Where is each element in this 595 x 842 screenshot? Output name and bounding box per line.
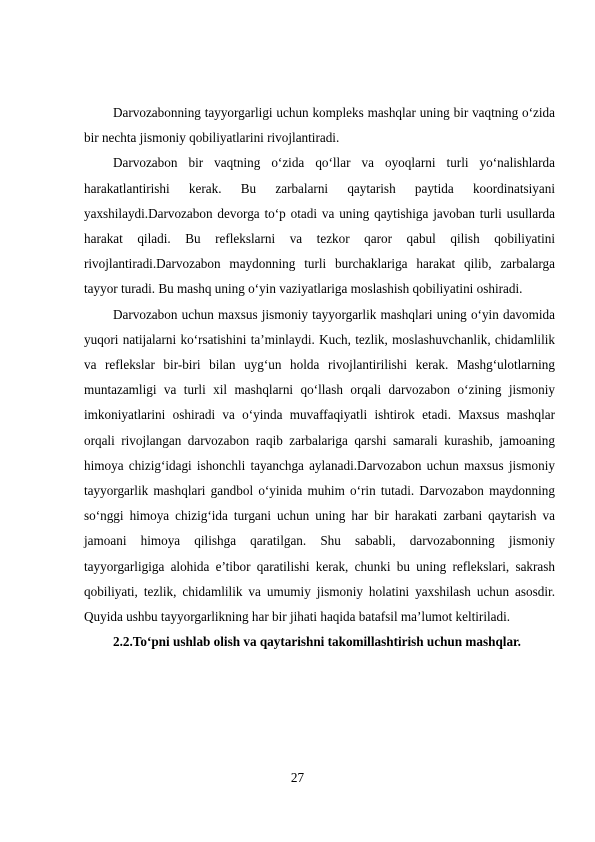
section-heading: 2.2.To‘pni ushlab olish va qaytarishni takomillashtirish uchun mashqlar. xyxy=(113,634,521,650)
page-number: 27 xyxy=(290,770,305,785)
paragraph-special-training: Darvozabon uchun maxsus jismoniy tayyorgarlik mashqlari uning o‘yin davomida yuqori natijalarni ko‘rsatishini ta’minlaydi. Kuch, tezlik, moslashuvchanlik, chidamlilik va reflekslar bir-biri bilan uyg‘un holda rivojlantirilishi kerak. Mashg‘ulotlarning muntazamligi va turli xil mashqlarni qo‘llash orqali darvozabon o‘zining jismoniy imkoniyatlarini oshiradi va o‘yinda muvaffaqiyatli ishtirok etadi. Maxsus mashqlar orqali rivojlangan darvozabon raqib zarbalariga qarshi samarali kurashib, jamoaning himoya chizig‘idagi ishonchli tayanchga aylanadi.Darvozabon uchun maxsus jismoniy tayyorgarlik mashqlari gandbol o‘yinida muhim o‘rin tutadi. Darvozabon maydonning so‘nggi himoya chizig‘ida turgani uchun uning har bir harakati zarbani qaytarish va jamoani himoya qilishga qaratilgan. Shu sababli, darvozabonning jismoniy tayyorgarligiga alohida e’tibor qaratilishi kerak, chunki bu uning reflekslari, sakrash qobiliyati, tezlik, chidamlilik va umumiy jismoniy holatini yaxshilash uchun asosdir. Quyida ushbu tayyorgarlikning har bir jihati haqida batafsil ma’lumot keltiriladi. xyxy=(84,306,555,625)
paragraph-coordination: Darvozabon bir vaqtning o‘zida qo‘llar va oyoqlarni turli yo‘nalishlarda harakatlantirishi kerak. Bu zarbalarni qaytarish paytida koordinatsiyani yaxshilaydi.Darvozabon devorga to‘p otadi va uning qaytishiga javoban turli usullarda harakat qiladi. Bu reflekslarni va tezkor qaror qabul qilish qobiliyatini rivojlantiradi.Darvozabon maydonning turli burchaklariga harakat qilib, zarbalarga tayyor turadi. Bu mashq uning o‘yin vaziyatlariga moslashish qobiliyatini oshiradi. xyxy=(84,155,555,297)
paragraph-intro: Darvozabonning tayyorgarligi uchun kompleks mashqlar uning bir vaqtning o‘zida bir nechta jismoniy qobiliyatlarini rivojlantiradi. xyxy=(84,105,555,146)
page-content xyxy=(84,100,555,654)
